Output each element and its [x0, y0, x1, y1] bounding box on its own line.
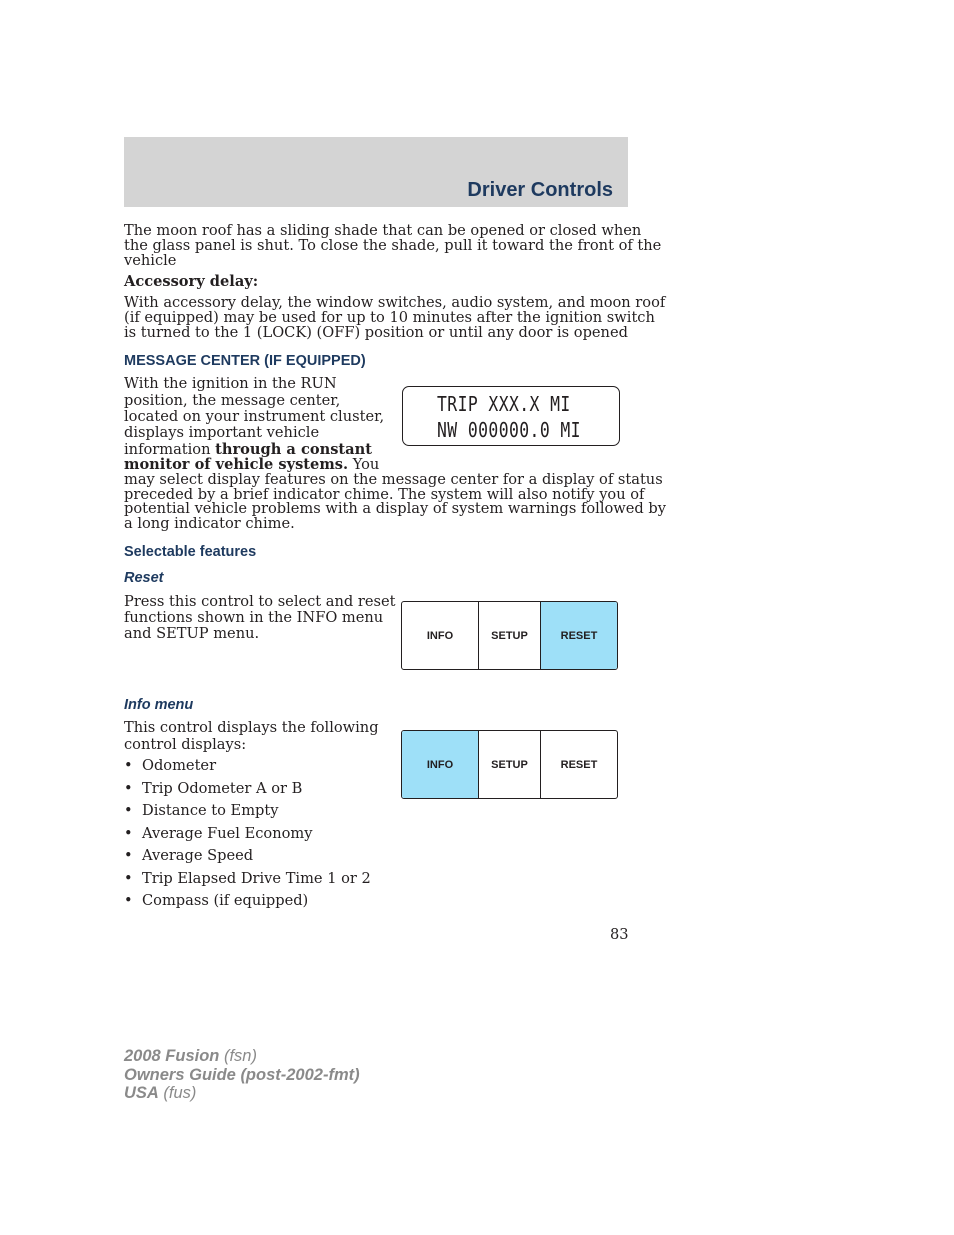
reset-line-1: Press this control to select and reset — [124, 593, 396, 610]
mc-line-10: a long indicator chime. — [124, 515, 295, 532]
reset-line-2: functions shown in the INFO menu — [124, 609, 384, 626]
bullet-icon: • — [124, 802, 133, 819]
mc-line-5 — [124, 442, 372, 457]
info-menu-heading: Info menu — [124, 697, 194, 713]
reset-button[interactable]: RESET — [540, 602, 617, 669]
list-item: • Odometer — [124, 757, 217, 774]
info-menu-list — [124, 757, 371, 915]
accessory-line-3: is turned to the 1 (LOCK) (OFF) position or until any door is opened — [124, 324, 628, 341]
message-center-display — [402, 386, 620, 446]
intro-line-2: the glass panel is shut. To close the shade, pull it toward the front of the — [124, 237, 662, 254]
bullet-icon: • — [124, 824, 133, 842]
reset-heading: Reset — [124, 570, 164, 586]
footer-guide: Owners Guide (post-2002-fmt) — [124, 1065, 360, 1084]
mc-line-6 — [124, 457, 379, 472]
mc-line-6-normal: You — [348, 456, 380, 473]
page-number: 83 — [610, 926, 629, 943]
lcd-line-2: NW 000000.0 MI — [437, 418, 581, 442]
reset-button[interactable]: RESET — [540, 731, 617, 798]
control-panel-reset-highlight — [401, 601, 618, 670]
reset-line-3: and SETUP menu. — [124, 625, 260, 642]
bullet-icon: • — [124, 869, 133, 887]
intro-line-1: The moon roof has a sliding shade that can be opened or closed when — [124, 222, 642, 239]
setup-button[interactable]: SETUP — [478, 602, 540, 669]
section-title: Driver Controls — [467, 179, 613, 201]
footer-model-code: (fsn) — [219, 1047, 257, 1065]
accessory-line-2: (if equipped) may be used for up to 10 minutes after the ignition switch — [124, 309, 655, 326]
control-panel-info-highlight — [401, 730, 618, 799]
list-item: • Average Speed — [124, 847, 254, 864]
list-item: • Distance to Empty — [124, 802, 279, 819]
info-button[interactable]: INFO — [402, 731, 478, 798]
bullet-icon: • — [124, 779, 133, 797]
info-line-2: control displays: — [124, 736, 247, 753]
accessory-line-1: With accessory delay, the window switches, audio system, and moon roof — [124, 294, 666, 311]
bullet-icon: • — [124, 847, 133, 864]
info-line-1: This control displays the following — [124, 719, 379, 736]
lcd-line-1: TRIP XXX.X MI — [437, 392, 571, 416]
info-button[interactable]: INFO — [426, 629, 454, 642]
setup-button[interactable]: SETUP — [478, 731, 540, 798]
mc-line-5-bold: through a constant — [215, 441, 372, 458]
mc-line-9: potential vehicle problems with a display of system warnings followed by — [124, 500, 666, 517]
mc-line-3: located on your instrument cluster, — [124, 408, 385, 425]
mc-line-6-bold: monitor of vehicle systems. — [124, 456, 349, 473]
footer-model: 2008 Fusion — [124, 1047, 220, 1065]
list-item: • Trip Elapsed Drive Time 1 or 2 — [124, 869, 371, 887]
document-footer — [124, 1047, 360, 1103]
mc-line-8: preceded by a brief indicator chime. The system will also notify you of — [124, 486, 645, 503]
mc-line-4: displays important vehicle — [124, 424, 320, 441]
mc-line-5-normal: information — [124, 441, 216, 458]
list-item: • Compass (if equipped) — [124, 892, 309, 909]
list-item: • Trip Odometer A or B — [124, 779, 303, 797]
intro-line-3: vehicle — [124, 252, 177, 269]
header-band — [124, 137, 628, 207]
accessory-delay-heading: Accessory delay: — [124, 273, 259, 290]
message-center-heading: MESSAGE CENTER (IF EQUIPPED) — [124, 353, 366, 369]
footer-region: USA — [124, 1084, 159, 1102]
mc-line-7: may select display features on the message center for a display of status — [124, 471, 663, 488]
bullet-icon: • — [124, 757, 133, 774]
list-item: • Average Fuel Economy — [124, 824, 313, 842]
selectable-features-heading: Selectable features — [124, 544, 257, 560]
mc-line-2: position, the message center, — [124, 392, 341, 409]
mc-line-1: With the ignition in the RUN — [124, 375, 337, 392]
footer-region-code: (fus) — [158, 1084, 197, 1102]
bullet-icon: • — [124, 892, 133, 909]
